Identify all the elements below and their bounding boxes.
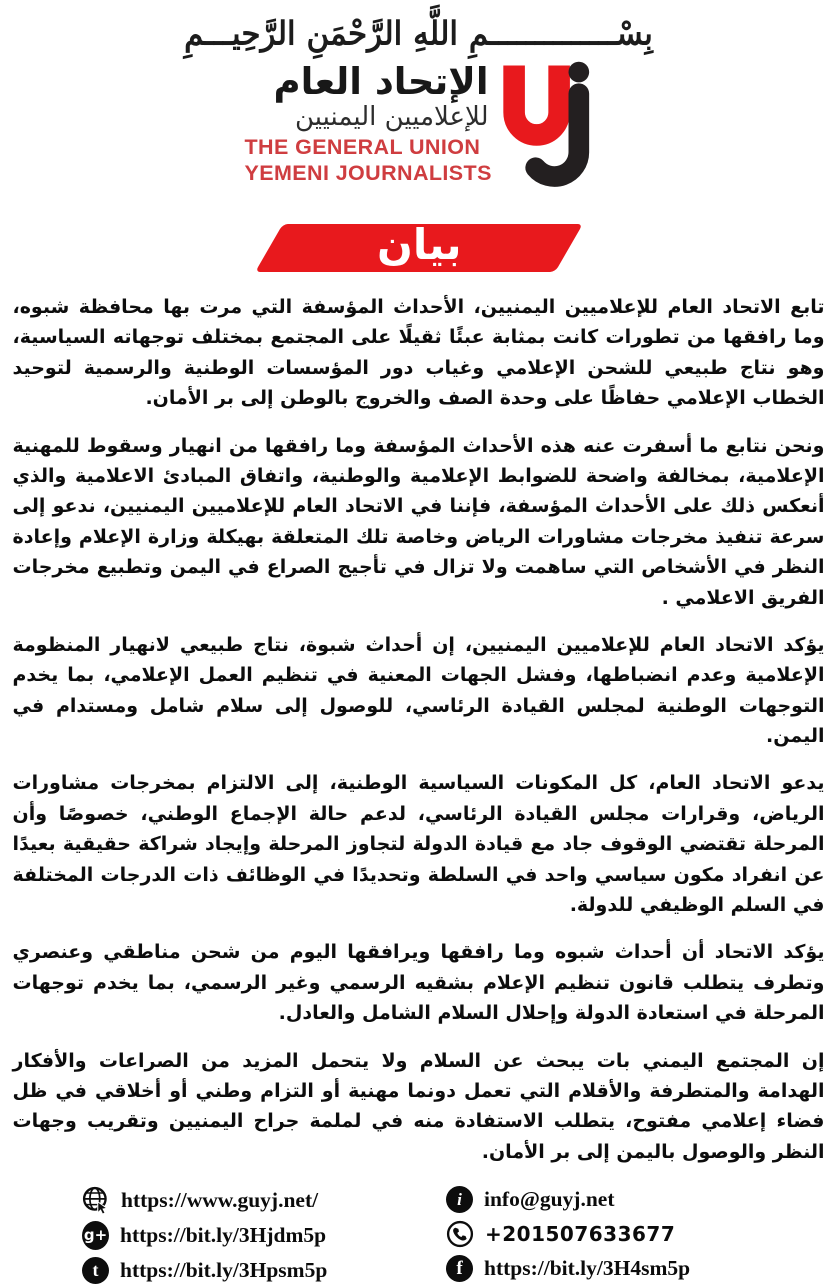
facebook-url[interactable]: https://bit.ly/3H4sm5p [484, 1256, 691, 1281]
google-plus-link-row[interactable] [82, 1221, 402, 1250]
whatsapp-icon [446, 1220, 474, 1248]
statement-paragraph-2: ونحن نتابع ما أسفرت عنه هذه الأحداث المؤسفة وما رافقها من انهيار وسقوط للمهنية الإعلامية، بمخالفة واضحة للضوابط الإعلامية والوطنية، واتفاق المبادئ الاعلامية والذي أنعكس ذلك على الأحداث المؤسفة، فإننا في الاتحاد العام للإعلاميين اليمنيين، ندعو إلى سرعة تنفيذ مخرجات مشاورات الرياض وخاصة تلك المتعلقة بهيكلة وزارة الإعلام وإعادة النظر في الأشخاص التي ساهمت ولا تزال في تأجيج الصراع في اليمن وتطبيع مخرجات الفريق الاعلامي . [12, 434, 825, 609]
tumblr-icon: t [82, 1257, 109, 1284]
statement-banner-label: بيان [376, 220, 461, 269]
bismillah-calligraphy: بِسْــــــــــــــمِ اللَّهِ الرَّحْمَنِ الرَّحِيـــمِ [184, 15, 653, 53]
contact-column-left [82, 1186, 402, 1284]
google-plus-icon: g+ [82, 1221, 109, 1250]
website-url[interactable]: https://www.guyj.net/ [121, 1187, 319, 1212]
facebook-icon: f [446, 1255, 473, 1282]
statement-paragraph-1: تابع الاتحاد العام للإعلاميين اليمنيين، الأحداث المؤسفة التي مرت بها محافظة شبوه، وما رافقها من تطورات كانت بمثابة عبئًا ثقيلًا على المجتمع بمختلف توجهاته السياسية، وهو نتاج طبيعي للشحن الإعلامي وغياب دور المؤسسات الوطنية والرسمية لتوحيد الخطاب الإعلامي حفاظًا على وحدة الصف والخروج بالوطن إلى بر الأمان. [12, 296, 825, 410]
email-row[interactable] [446, 1186, 690, 1213]
statement-banner [255, 220, 583, 272]
phone-number[interactable]: +201507633677 [485, 1222, 676, 1247]
google-plus-url[interactable]: https://bit.ly/3Hjdm5p [120, 1223, 327, 1248]
website-link-row[interactable] [82, 1186, 402, 1214]
uj-monogram-icon [499, 58, 593, 198]
union-name-arabic-line1: الإتحاد العام [273, 60, 489, 103]
union-logo [0, 62, 837, 198]
email-address[interactable]: info@guyj.net [484, 1187, 615, 1212]
info-icon: i [446, 1186, 473, 1213]
union-name-arabic-line2: للإعلاميين اليمنيين [295, 101, 489, 132]
contact-footer [0, 1186, 837, 1284]
union-logo-text [244, 60, 492, 185]
facebook-link-row[interactable] [446, 1255, 690, 1282]
union-name-english-line2: YEMENI JOURNALISTS [244, 160, 492, 185]
whatsapp-row[interactable] [446, 1220, 690, 1248]
statement-paragraph-3: يؤكد الاتحاد العام للإعلاميين اليمنيين، إن أحداث شبوة، نتاج طبيعي لانهيار المنظومة الإعلامية وعدم انضباطها، وفشل الجهات المعنية في تنظيم العمل الإعلامي، بما يخدم التوجهات الوطنية لمجلس القيادة الرئاسي، للوصول إلى سلام شامل ومستدام في اليمن. [12, 633, 825, 748]
statement-paragraph-5: يؤكد الاتحاد أن أحداث شبوه وما رافقها ويرافقها اليوم من شحن مناطقي وعنصري وتطرف يتطلب قانون تنظيم الإعلام بشقيه الرسمي وغير الرسمي، بما يخدم توجهات المرحلة في استعادة الدولة وإحلال السلام الشامل والعادل. [12, 941, 825, 1025]
contact-column-right [446, 1186, 690, 1282]
statement-paragraph-4: يدعو الاتحاد العام، كل المكونات السياسية الوطنية، إلى الالتزام بمخرجات مشاورات الرياض، وقرارات مجلس القيادة الرئاسي، لدعم حالة الإجماع الوطني، خصوصًا وأن المرحلة تقتضي الوقوف جاد مع قيادة الدولة لتجاوز المرحلة وإيجاد شراكة حقيقية بعيدًا عن انفراد مكون سياسي واحد في السلطة وتحديدًا في الوظائف ذات الدرجات المختلفة في السلم الوظيفي للدولة. [12, 772, 825, 917]
tumblr-url[interactable]: https://bit.ly/3Hpsm5p [120, 1258, 328, 1283]
union-name-english-line1: THE GENERAL UNION [244, 134, 481, 159]
globe-link-icon [82, 1186, 110, 1214]
statement-paragraph-6: إن المجتمع اليمني بات يبحث عن السلام ولا يتحمل المزيد من الصراعات والأفكار الهدامة والمتطرفة والأقلام التي تعمل دونما مهنية أو التزام وطني أو أخلاقي في ظل فضاء إعلامي مفتوح، يتطلب الاستفادة منه في لملمة جراح اليمنيين وتقريب وجهات النظر والوصول باليمن إلى بر الأمان. [12, 1049, 825, 1163]
statement-body [13, 292, 825, 1184]
